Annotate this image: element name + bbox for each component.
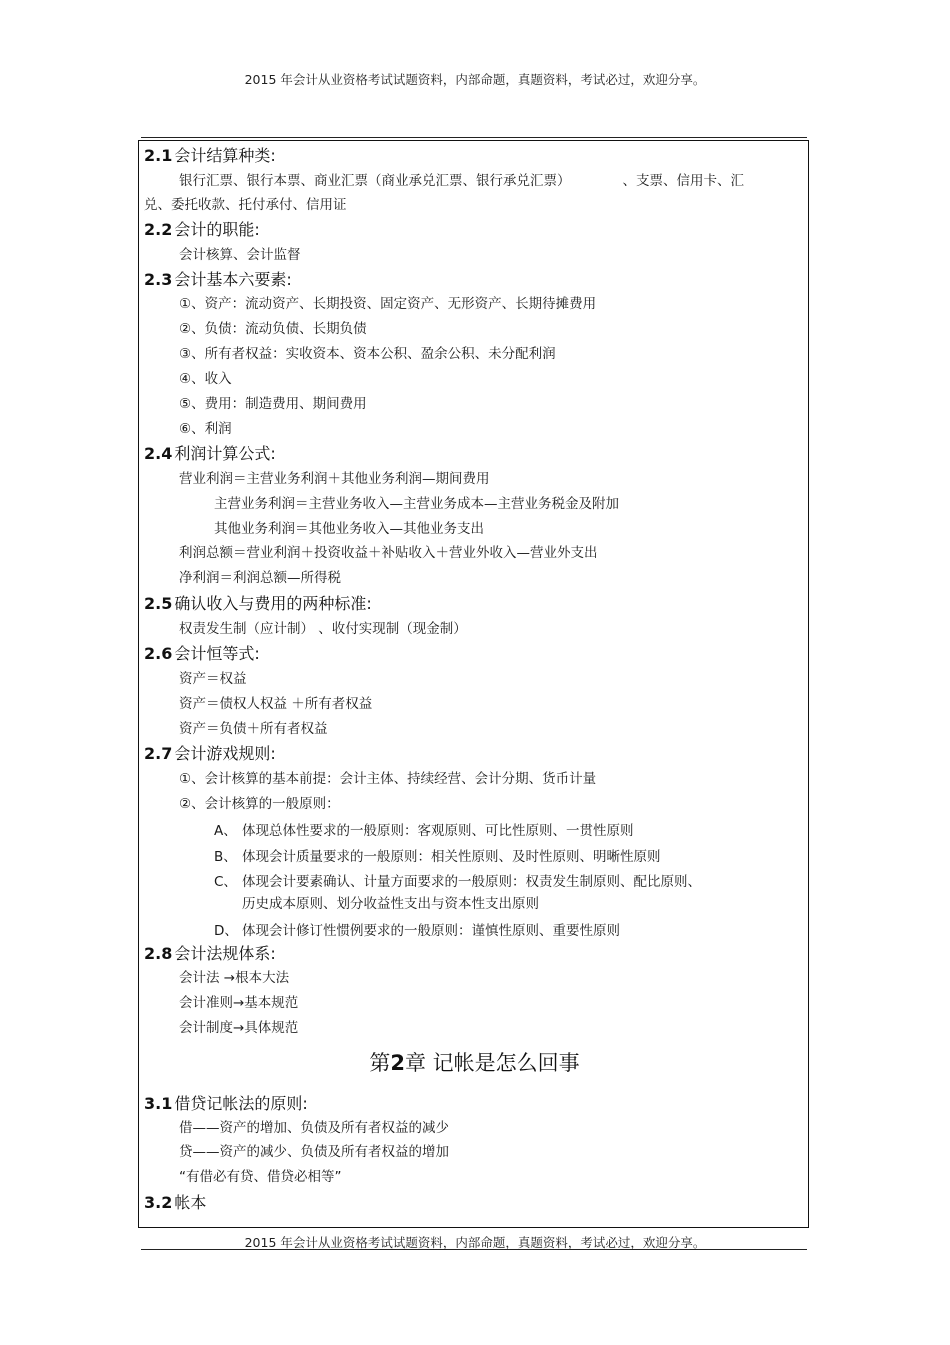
principle-text: 体现会计修订性惯例要求的一般原则：谨慎性原则、重要性原则 xyxy=(242,923,620,939)
section-2-1-heading xyxy=(144,143,276,166)
rule-item-2: ②、会计核算的一般原则： xyxy=(179,796,340,812)
formula-main-business-profit: 主营业务利润＝主营业务收入—主营业务成本—主营业务税金及附加 xyxy=(214,496,619,512)
section-number: 2.7 xyxy=(144,744,173,763)
balance-rule: “有借必有贷、借贷必相等” xyxy=(179,1169,342,1185)
credit-rule: 贷——资产的减少、负债及所有者权益的增加 xyxy=(179,1144,449,1160)
section-number: 3.1 xyxy=(144,1094,173,1113)
principle-label: C、 xyxy=(214,874,237,890)
chapter-number: 2 xyxy=(390,1051,405,1075)
law-item-1: 会计法 →根本大法 xyxy=(179,970,290,986)
formula-other-business-profit: 其他业务利润＝其他业务收入—其他业务支出 xyxy=(214,521,484,537)
section-title: 借贷记帐法的原则: xyxy=(174,1094,308,1113)
element-item: ④、收入 xyxy=(179,371,232,387)
section-3-2-heading xyxy=(144,1190,206,1213)
equation-2: 资产＝债权人权益 ＋所有者权益 xyxy=(179,696,373,712)
debit-rule: 借——资产的增加、负债及所有者权益的减少 xyxy=(179,1120,449,1136)
section-title: 会计基本六要素: xyxy=(174,270,292,289)
principle-c-continued: 历史成本原则、划分收益性支出与资本性支出原则 xyxy=(242,896,539,912)
text-part-a: 银行汇票、银行本票、商业汇票（商业承兑汇票、银行承兑汇票） xyxy=(179,173,571,189)
formula-net-profit: 净利润＝利润总额—所得税 xyxy=(179,570,341,586)
content-frame xyxy=(138,140,809,1228)
section-2-6-heading xyxy=(144,641,260,664)
principle-label: D、 xyxy=(214,923,238,939)
element-item: ②、负债：流动负债、长期负债 xyxy=(179,321,367,337)
page-header: 2015 年会计从业资格考试试题资料，内部命题，真题资料，考试必过，欢迎分享。 xyxy=(244,72,706,87)
section-title: 会计游戏规则: xyxy=(174,744,276,763)
law-item-3: 会计制度→具体规范 xyxy=(179,1020,299,1036)
section-2-8-heading xyxy=(144,941,276,964)
section-2-1-line-2: 兑、委托收款、托付承付、信用证 xyxy=(144,197,347,213)
section-title: 确认收入与费用的两种标准: xyxy=(174,594,372,613)
principle-c xyxy=(214,870,701,890)
principle-label: A、 xyxy=(214,823,237,839)
section-2-5-line-1: 权责发生制（应计制） 、收付实现制（现金制） xyxy=(179,621,467,637)
principle-text: 体现总体性要求的一般原则：客观原则、可比性原则、一贯性原则 xyxy=(242,823,634,839)
section-number: 2.5 xyxy=(144,594,173,613)
chapter-heading xyxy=(139,1047,810,1077)
formula-operating-profit: 营业利润＝主营业务利润＋其他业务利润—期间费用 xyxy=(179,471,490,487)
rule-item-1: ①、会计核算的基本前提：会计主体、持续经营、会计分期、货币计量 xyxy=(179,771,597,787)
section-2-5-heading xyxy=(144,591,372,614)
section-2-4-heading xyxy=(144,441,276,464)
equation-1: 资产＝权益 xyxy=(179,671,247,687)
section-title: 会计恒等式: xyxy=(174,644,260,663)
element-item: ③、所有者权益：实收资本、资本公积、盈余公积、未分配利润 xyxy=(179,346,556,362)
section-number: 2.3 xyxy=(144,270,173,289)
principle-label: B、 xyxy=(214,849,237,865)
section-title: 利润计算公式: xyxy=(174,444,276,463)
law-item-2: 会计准则→基本规范 xyxy=(179,995,299,1011)
principle-text: 体现会计质量要求的一般原则：相关性原则、及时性原则、明晰性原则 xyxy=(242,849,661,865)
section-2-1-line-1 xyxy=(179,169,744,189)
section-title: 帐本 xyxy=(174,1193,207,1212)
formula-total-profit: 利润总额＝营业利润＋投资收益＋补贴收入＋营业外收入—营业外支出 xyxy=(179,545,598,561)
principle-text: 体现会计要素确认、计量方面要求的一般原则：权责发生制原则、配比原则、 xyxy=(242,874,701,890)
chapter-title: 章 记帐是怎么回事 xyxy=(404,1051,580,1075)
section-number: 3.2 xyxy=(144,1193,173,1212)
section-title: 会计法规体系: xyxy=(174,944,276,963)
equation-3: 资产＝负债＋所有者权益 xyxy=(179,721,328,737)
page-footer: 2015 年会计从业资格考试试题资料，内部命题，真题资料，考试必过，欢迎分享。 xyxy=(244,1235,706,1250)
principle-a xyxy=(214,819,634,839)
principle-b xyxy=(214,845,661,865)
footer-rule xyxy=(141,1249,807,1250)
frame-top-rule xyxy=(141,137,807,138)
section-number: 2.6 xyxy=(144,644,173,663)
section-title: 会计结算种类: xyxy=(174,146,276,165)
element-item: ⑥、利润 xyxy=(179,421,232,437)
section-title: 会计的职能: xyxy=(174,220,260,239)
element-item: ①、资产：流动资产、长期投资、固定资产、无形资产、长期待摊费用 xyxy=(179,296,597,312)
section-2-3-heading xyxy=(144,267,292,290)
element-item: ⑤、费用：制造费用、期间费用 xyxy=(179,396,367,412)
section-number: 2.8 xyxy=(144,944,173,963)
section-2-2-line-1: 会计核算、会计监督 xyxy=(179,247,301,263)
section-number: 2.1 xyxy=(144,146,173,165)
section-number: 2.2 xyxy=(144,220,173,239)
section-2-2-heading xyxy=(144,217,260,240)
section-3-1-heading xyxy=(144,1091,308,1114)
section-2-7-heading xyxy=(144,741,276,764)
chapter-prefix: 第 xyxy=(369,1051,391,1075)
principle-d xyxy=(214,919,620,939)
section-number: 2.4 xyxy=(144,444,173,463)
text-part-b: 、支票、信用卡、汇 xyxy=(622,173,744,189)
